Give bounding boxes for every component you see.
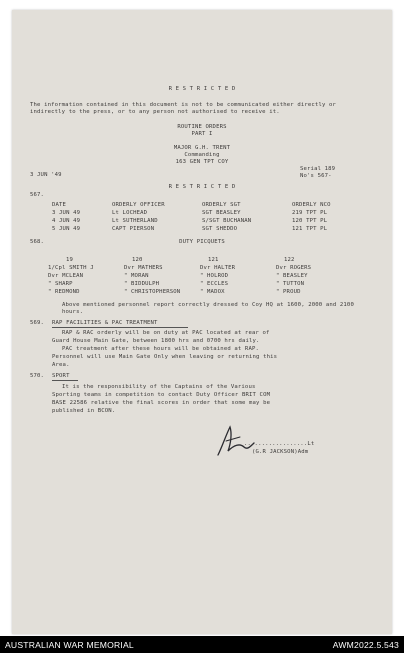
table-row-3-officer: CAPT PIERSON	[112, 226, 155, 232]
order-569-title-underline	[52, 327, 188, 328]
table-row-3-nco: 121 TPT PL	[292, 226, 328, 232]
order-569-line-4: Personnel will use Main Gate Only when leaving or returning this	[52, 354, 278, 360]
header-unit: 163 GEN TPT COY	[175, 159, 229, 165]
footer-institution: AUSTRALIAN WAR MEMORIAL	[5, 640, 134, 650]
warning-text: The information contained in this document is not to be communicated either directly or indirectly to the press, or to any person not authorised to receive it.	[30, 102, 337, 115]
table-row-3-sgt: SGT SHEDDO	[202, 226, 238, 232]
table-row-1-nco: 219 TPT PL	[292, 210, 328, 216]
classification-top: R E S T R I C T E D	[168, 86, 236, 92]
header-routine-orders: ROUTINE ORDERS	[177, 124, 227, 130]
picquet-note: Above mentioned personnel report correctly dressed to Coy HQ at 1600, 2000 and 2100 hours.	[62, 302, 354, 315]
picquet-row-3-col-4: " TUTTON	[276, 281, 305, 287]
table-row-1-officer: Lt LOCHEAD	[112, 210, 148, 216]
order-569-number: 569.	[30, 320, 45, 326]
picquet-row-2-col-3: " HOLROD	[200, 273, 229, 279]
picquet-row-4-col-2: " CHRISTOPHERSON	[124, 289, 181, 295]
order-date: 3 JUN '49	[30, 172, 62, 178]
picquet-row-1-col-3: Dvr HALTER	[200, 265, 236, 271]
classification-mid: R E S T R I C T E D	[168, 184, 236, 190]
picquet-row-1-col-2: Dvr MATHERS	[124, 265, 163, 271]
picquet-row-1-col-1: 1/Cpl SMITH J	[48, 265, 94, 271]
order-569-line-2: Guard House Main Gate, between 1800 hrs and 0700 hrs daily.	[52, 338, 260, 344]
picquet-row-3-col-2: " BIDDULPH	[124, 281, 160, 287]
order-570-line-1: It is the responsibility of the Captains of the Various	[62, 384, 256, 390]
table-header-nco: ORDERLY NCO	[292, 202, 331, 208]
order-570-title: SPORT	[52, 373, 70, 379]
picquet-row-2-col-2: " MORAN	[124, 273, 149, 279]
order-570-line-4: published in BCON.	[52, 408, 116, 414]
order-570-number: 570.	[30, 373, 45, 379]
signatory-name: (G.R JACKSON)Adm	[252, 449, 309, 455]
footer-accession-number: AWM2022.5.543	[332, 640, 399, 650]
order-568-number: 568.	[30, 239, 45, 245]
table-row-1-date: 3 JUN 49	[52, 210, 81, 216]
picquet-row-4-col-3: " MADOX	[200, 289, 225, 295]
table-header-date: DATE	[52, 202, 67, 208]
order-568-title: DUTY PICQUETS	[179, 239, 225, 245]
picquet-row-3-col-1: " SHARP	[48, 281, 73, 287]
order-570-line-2: Sporting teams in competition to contact Duty Officer BRIT COM	[52, 392, 271, 398]
order-570-title-underline	[52, 380, 78, 381]
order-569-line-5: Area.	[52, 362, 70, 368]
picquet-platoon-1: 19	[66, 257, 74, 263]
table-row-2-officer: Lt SUTHERLAND	[112, 218, 158, 224]
picquet-row-4-col-4: " PROUD	[276, 289, 301, 295]
table-header-officer: ORDERLY OFFICER	[112, 202, 165, 208]
header-commander: MAJOR G.H. TRENT	[173, 145, 231, 151]
table-row-3-date: 5 JUN 49	[52, 226, 81, 232]
picquet-row-1-col-4: Dvr ROGERS	[276, 265, 312, 271]
order-567-number: 567.	[30, 192, 45, 198]
order-569-line-1: RAP & RAC orderly will be on duty at PAC located at rear of	[62, 330, 270, 336]
header-commanding: Commanding	[184, 152, 220, 158]
picquet-row-4-col-1: " REDMOND	[48, 289, 80, 295]
order-numbers: No's 567-	[300, 173, 332, 179]
picquet-platoon-3: 121	[208, 257, 219, 263]
picquet-row-2-col-1: Dvr MCLEAN	[48, 273, 84, 279]
serial-number: Serial 189	[300, 166, 336, 172]
picquet-platoon-2: 120	[132, 257, 143, 263]
signature-line: ..................Lt	[244, 441, 315, 447]
order-570-line-3: BASE 22586 relative the final scores in order that some may be	[52, 400, 271, 406]
picquet-row-2-col-4: " BEASLEY	[276, 273, 308, 279]
table-row-1-sgt: SGT BEASLEY	[202, 210, 241, 216]
archive-footer	[0, 636, 404, 653]
order-569-title: RAP FACILITIES & PAC TREATMENT	[52, 320, 158, 326]
table-row-2-sgt: S/SGT BUCHANAN	[202, 218, 252, 224]
picquet-platoon-4: 122	[284, 257, 295, 263]
header-part: PART I	[191, 131, 213, 137]
table-row-2-date: 4 JUN 49	[52, 218, 81, 224]
order-569-line-3: PAC treatment after these hours will be obtained at RAP.	[62, 346, 259, 352]
table-header-sgt: ORDERLY SGT	[202, 202, 241, 208]
picquet-row-3-col-3: " ECCLES	[200, 281, 229, 287]
table-row-2-nco: 120 TPT PL	[292, 218, 328, 224]
